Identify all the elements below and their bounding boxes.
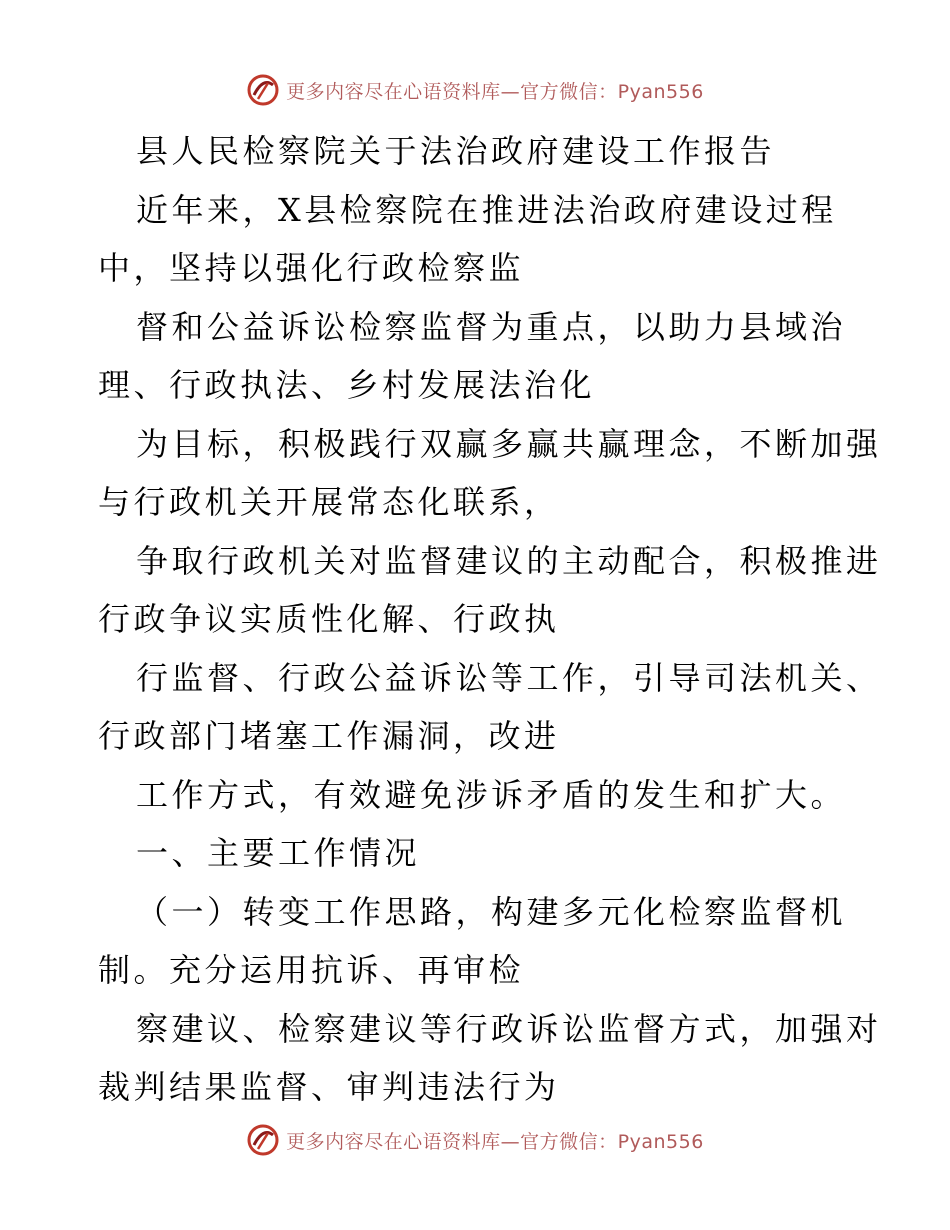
paragraph-line: 行政争议实质性化解、行政执 — [98, 600, 560, 638]
paragraph-line: 理、行政执法、乡村发展法治化 — [98, 366, 596, 404]
paragraph-line: 工作方式，有效避免涉诉矛盾的发生和扩大。 — [136, 775, 847, 814]
paragraph-line: 近年来，X县检察院在推进法治政府建设过程 — [136, 190, 837, 229]
paragraph-line: 中，坚持以强化行政检察监 — [98, 249, 525, 287]
header-banner-text: 更多内容尽在心语资料库—官方微信：Pyan556 — [286, 80, 704, 103]
subsection-heading-line: （一）转变工作思路，构建多元化检察监督机 — [136, 892, 847, 931]
header-watermark-banner — [0, 70, 950, 110]
paragraph-line: 察建议、检察建议等行政诉讼监督方式，加强对 — [136, 1009, 882, 1048]
brand-logo-icon — [246, 1123, 280, 1157]
document-title: 县人民检察院关于法治政府建设工作报告 — [136, 132, 776, 170]
paragraph-line: 与行政机关开展常态化联系， — [98, 483, 560, 521]
paragraph-line: 行政部门堵塞工作漏洞，改进 — [98, 717, 560, 755]
footer-watermark-banner — [0, 1120, 950, 1160]
footer-banner-text: 更多内容尽在心语资料库—官方微信：Pyan556 — [286, 1130, 704, 1153]
paragraph-line: 行监督、行政公益诉讼等工作，引导司法机关、 — [136, 658, 882, 697]
document-body — [98, 122, 898, 1117]
paragraph-line: 裁判结果监督、审判违法行为 — [98, 1068, 560, 1106]
paragraph-line: 制。充分运用抗诉、再审检 — [98, 951, 525, 989]
brand-logo-icon — [246, 73, 280, 107]
paragraph-line: 督和公益诉讼检察监督为重点，以助力县域治 — [136, 307, 847, 346]
section-heading: 一、主要工作情况 — [136, 834, 421, 872]
paragraph-line: 争取行政机关对监督建议的主动配合，积极推进 — [136, 541, 882, 580]
paragraph-line: 为目标，积极践行双赢多赢共赢理念，不断加强 — [136, 424, 882, 463]
